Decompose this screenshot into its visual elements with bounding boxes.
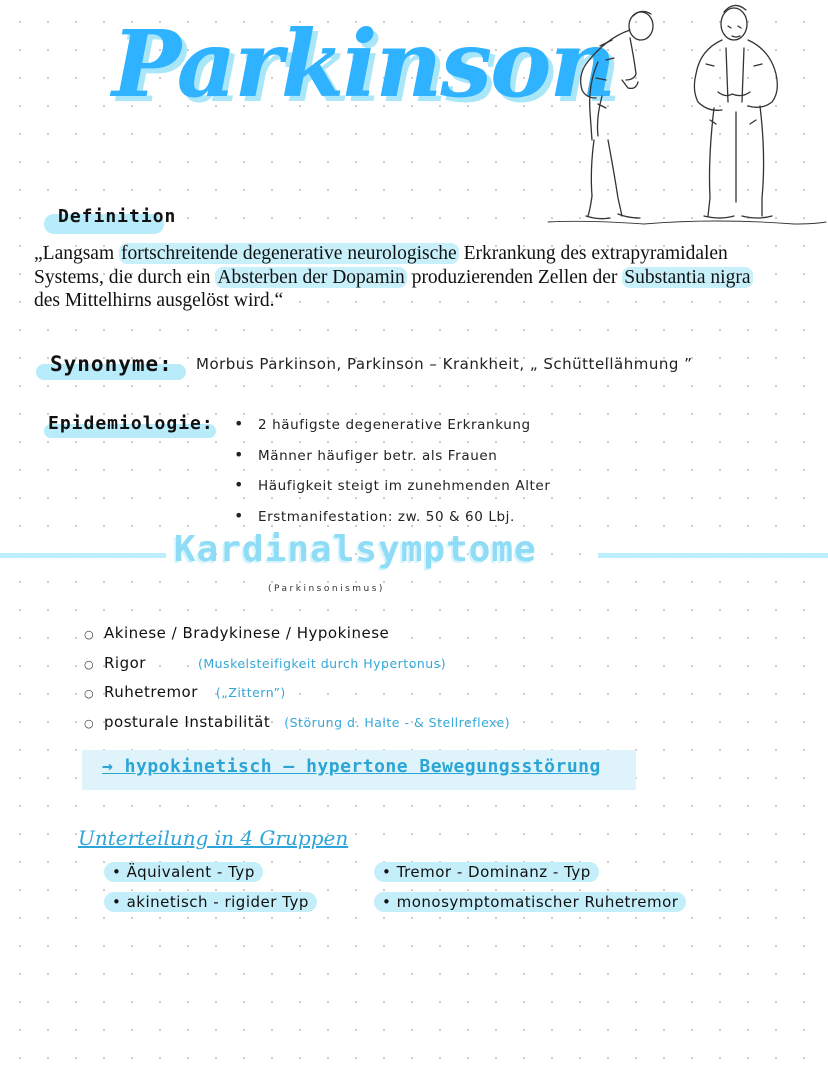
type-tag: • monosymptomatischer Ruhetremor [374,892,686,912]
list-item [234,474,551,505]
type-tag: • Tremor - Dominanz - Typ [374,862,599,882]
kardinalsymptome-heading: Kardinalsymptome [174,529,537,570]
bullet-icon: • [234,505,245,525]
epidemiologie-list [234,413,551,535]
conclusion-text: → hypokinetisch – hypertone Bewegungsstörung [102,756,601,777]
definition-text [34,242,774,313]
definition-highlight: Absterben der Dopamin [217,266,405,288]
quote-open: „ [34,243,43,264]
symptom-label: posturale Instabilität [104,712,271,731]
epidemiologie-heading: Epidemiologie: [48,413,214,434]
definition-part: des Mittelhirns ausgelöst wird.“ [34,290,284,311]
bullet-icon: ○ [84,657,95,671]
synonyme-heading: Synonyme: [50,352,173,376]
list-item [84,711,510,741]
list-item-text: Männer häufiger betr. als Frauen [258,447,498,464]
type-tag: • Äquivalent - Typ [104,862,263,882]
list-item [84,652,510,682]
definition-part: Langsam [42,243,120,264]
list-item-text: Häufigkeit steigt im zunehmenden Alter [258,478,551,494]
bullet-icon: ○ [84,687,95,700]
list-item [84,681,510,711]
bullet-icon: • [234,444,245,464]
kardinalsymptome-subheading: (Parkinsonismus) [268,584,385,594]
list-item [234,413,551,444]
section-divider-right [598,553,828,558]
section-divider-left [0,553,166,558]
symptom-label: Akinese / Bradykinese / Hypokinese [104,624,390,642]
bullet-icon: • [234,414,245,433]
bullet-icon: ○ [84,716,95,730]
symptom-label: Rigor [104,653,146,672]
list-item [84,622,510,652]
unterteilung-heading: Unterteilung in 4 Gruppen [78,826,349,850]
list-item-text: 2 häufigste degenerative Erkrankung [258,417,531,433]
bullet-icon: • [234,475,245,494]
definition-highlight: fortschreitende degenerative neurologische [121,243,457,264]
synonyme-text: Morbus Parkinson, Parkinson – Krankheit, „ Schüttellähmung ” [196,355,693,373]
symptom-note: (Muskelsteifigkeit durch Hypertonus) [197,655,447,671]
list-item [234,444,551,475]
definition-part: produzierenden Zellen der [406,266,623,288]
page-title: Parkinson [112,10,615,118]
symptom-note: (Störung d. Halte - & Stellreflexe) [284,714,511,730]
parkinson-patients-illustration [538,0,828,232]
definition-part: Erkrankung des extrapyramidalen Systems, die durch ein [34,243,728,288]
symptom-label: Ruhetremor [104,683,198,701]
definition-heading: Definition [58,206,177,227]
symptom-note: („Zittern”) [215,685,286,700]
bullet-icon: ○ [84,628,95,641]
kardinalsymptome-list [84,622,510,740]
type-tag: • akinetisch - rigider Typ [104,892,317,912]
definition-highlight: Substantia nigra [624,266,751,288]
list-item-text: Erstmanifestation: zw. 50 & 60 Lbj. [258,508,515,525]
